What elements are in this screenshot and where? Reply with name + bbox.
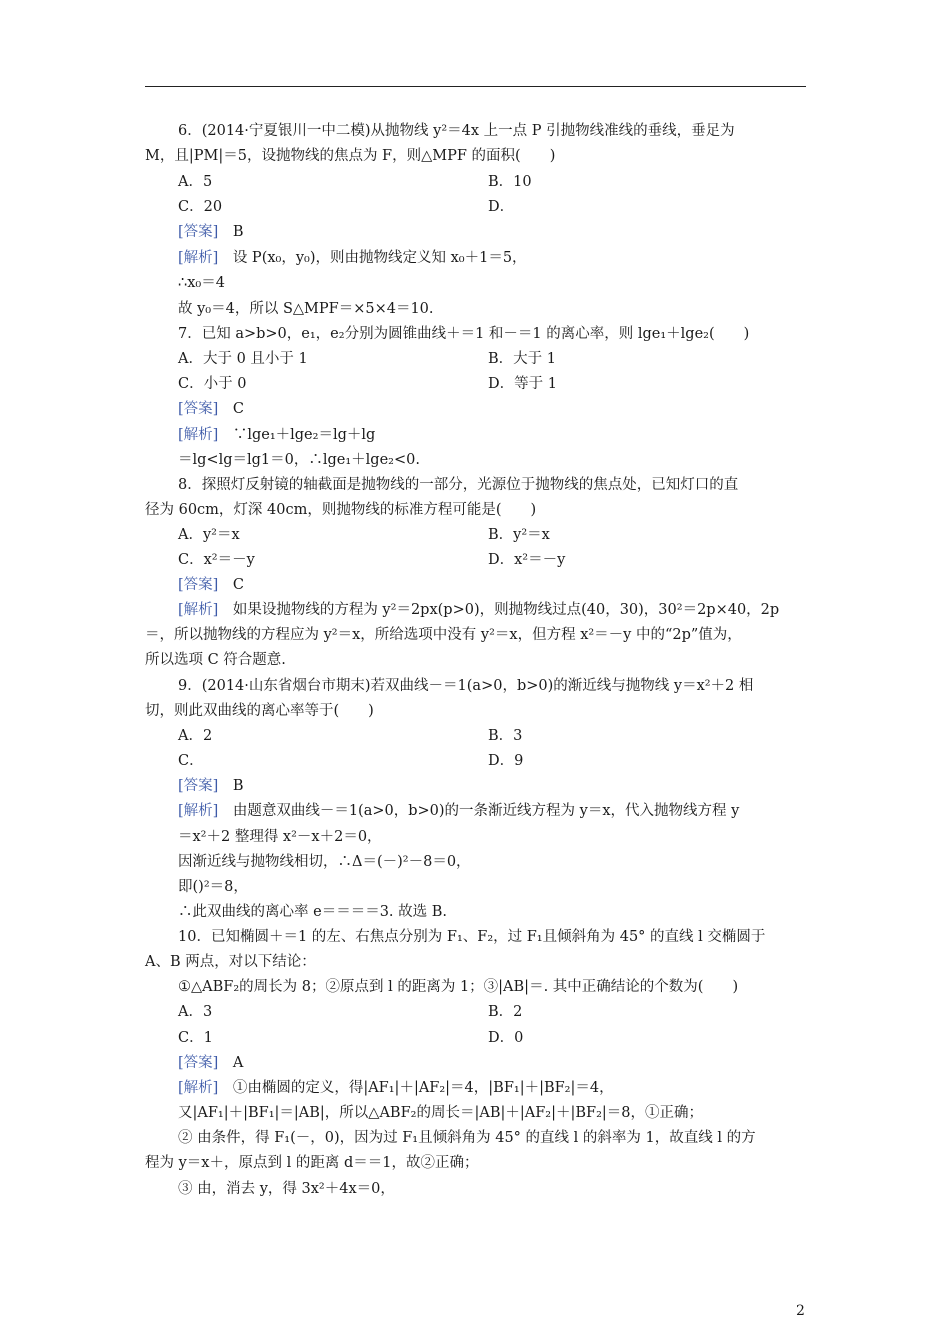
analysis-text: ∵lge₁＋lge₂＝lg＋lg bbox=[232, 427, 376, 443]
q10-analysis-line-5: ③ 由，消去 y，得 3x²＋4x＝0， bbox=[178, 1181, 395, 1197]
q10-option-b: B．2 bbox=[488, 1004, 523, 1020]
q8-option-d: D．x²＝－y bbox=[488, 552, 566, 568]
q6-stem-line-2: M，且|PM|＝5，设抛物线的焦点为 F，则△MPF 的面积( ) bbox=[145, 148, 556, 164]
q9-analysis-line-3: 因渐近线与抛物线相切，∴Δ＝(－)²－8＝0， bbox=[178, 854, 471, 870]
analysis-tag: [解析] bbox=[178, 1080, 219, 1096]
q6-option-c: C．20 bbox=[178, 199, 223, 215]
q6-option-a: A．5 bbox=[178, 174, 213, 190]
q7-analysis-line-1 bbox=[178, 425, 375, 445]
q6-analysis-line-2: ∴x₀＝4 bbox=[178, 275, 225, 291]
q9-option-d: D．9 bbox=[488, 753, 524, 769]
q10-option-d: D．0 bbox=[488, 1030, 524, 1046]
q10-answer bbox=[178, 1053, 243, 1073]
q7-stem-line-1: 7．已知 a>b>0，e₁，e₂分别为圆锥曲线＋＝1 和－＝1 的离心率，则 lge₁＋lge₂( ) bbox=[178, 326, 750, 342]
q7-option-c: C．小于 0 bbox=[178, 376, 247, 392]
analysis-tag: [解析] bbox=[178, 427, 219, 443]
q9-answer bbox=[178, 776, 243, 796]
q8-answer bbox=[178, 575, 244, 595]
analysis-text: 设 P(x₀，y₀)，则由抛物线定义知 x₀＋1＝5， bbox=[232, 250, 527, 266]
answer-tag: [答案] bbox=[178, 401, 219, 417]
q9-analysis-line-4: 即()²＝8， bbox=[178, 879, 248, 895]
q7-option-d: D．等于 1 bbox=[488, 376, 557, 392]
q6-option-b: B．10 bbox=[488, 174, 532, 190]
answer-value: C bbox=[232, 577, 244, 593]
q6-analysis-line-1 bbox=[178, 248, 527, 268]
q7-answer bbox=[178, 399, 244, 419]
q6-answer bbox=[178, 222, 243, 242]
q10-analysis-line-4: 程为 y＝x＋，原点到 l 的距离 d＝＝1，故②正确； bbox=[145, 1155, 479, 1171]
answer-value: B bbox=[232, 778, 244, 794]
header-rule bbox=[145, 86, 806, 87]
q7-analysis-line-2: ＝lg<lg＝lg1＝0，∴lge₁＋lge₂<0. bbox=[178, 452, 420, 468]
q9-option-b: B．3 bbox=[488, 728, 523, 744]
q8-stem-line-2: 径为 60cm，灯深 40cm，则抛物线的标准方程可能是( ) bbox=[145, 502, 537, 518]
q7-option-b: B．大于 1 bbox=[488, 351, 556, 367]
q6-option-d: D． bbox=[488, 199, 515, 215]
analysis-tag: [解析] bbox=[178, 803, 219, 819]
analysis-text: ①由椭圆的定义，得|AF₁|＋|AF₂|＝4，|BF₁|＋|BF₂|＝4， bbox=[232, 1080, 614, 1096]
q8-analysis-line-2: ＝，所以抛物线的方程应为 y²＝x，所给选项中没有 y²＝x，但方程 x²＝－y 中的“2p”值为， bbox=[145, 627, 742, 643]
q6-analysis-line-3: 故 y₀＝4，所以 S△MPF＝×5×4＝10. bbox=[178, 301, 434, 317]
q9-analysis-line-2: ＝x²＋2 整理得 x²－x＋2＝0， bbox=[178, 829, 382, 845]
q9-stem-line-1: 9．(2014·山东省烟台市期末)若双曲线－＝1(a>0，b>0)的渐近线与抛物线 y＝x²＋2 相 bbox=[178, 678, 754, 694]
q10-option-a: A．3 bbox=[178, 1004, 213, 1020]
answer-tag: [答案] bbox=[178, 224, 219, 240]
q10-option-c: C．1 bbox=[178, 1030, 213, 1046]
q10-analysis-line-1 bbox=[178, 1078, 614, 1098]
q8-analysis-line-1 bbox=[178, 600, 779, 620]
q8-option-a: A．y²＝x bbox=[178, 527, 240, 543]
q9-option-c: C． bbox=[178, 753, 204, 769]
answer-value: B bbox=[232, 224, 244, 240]
answer-tag: [答案] bbox=[178, 1055, 219, 1071]
q8-analysis-line-3: 所以选项 C 符合题意. bbox=[145, 652, 286, 668]
q10-stem-line-3: ①△ABF₂的周长为 8；②原点到 l 的距离为 1；③|AB|＝. 其中正确结论的个数为( ) bbox=[178, 979, 739, 995]
q9-option-a: A．2 bbox=[178, 728, 213, 744]
analysis-tag: [解析] bbox=[178, 602, 219, 618]
q10-stem-line-1: 10．已知椭圆＋＝1 的左、右焦点分别为 F₁、F₂，过 F₁且倾斜角为 45° 的直线 l 交椭圆于 bbox=[178, 929, 766, 945]
q8-option-b: B．y²＝x bbox=[488, 527, 550, 543]
q9-analysis-line-1 bbox=[178, 801, 739, 821]
q8-option-c: C．x²＝－y bbox=[178, 552, 255, 568]
q10-analysis-line-2: 又|AF₁|＋|BF₁|＝|AB|，所以△ABF₂的周长＝|AB|＋|AF₂|＋|BF₂|＝8，①正确； bbox=[178, 1105, 704, 1121]
answer-tag: [答案] bbox=[178, 778, 219, 794]
q9-stem-line-2: 切，则此双曲线的离心率等于( ) bbox=[145, 703, 374, 719]
q7-option-a: A．大于 0 且小于 1 bbox=[178, 351, 308, 367]
answer-value: C bbox=[232, 401, 244, 417]
q8-stem-line-1: 8．探照灯反射镜的轴截面是抛物线的一部分，光源位于抛物线的焦点处，已知灯口的直 bbox=[178, 477, 739, 493]
answer-tag: [答案] bbox=[178, 577, 219, 593]
analysis-text: 如果设抛物线的方程为 y²＝2px(p>0)，则抛物线过点(40，30)，30²＝2p×40，2p bbox=[232, 602, 780, 618]
q10-stem-line-2: A、B 两点，对以下结论： bbox=[145, 954, 316, 970]
q10-analysis-line-3: ② 由条件，得 F₁(－，0)，因为过 F₁且倾斜角为 45° 的直线 l 的斜率为 1，故直线 l 的方 bbox=[178, 1130, 756, 1146]
q9-analysis-line-5: ∴此双曲线的离心率 e＝＝＝＝3. 故选 B. bbox=[178, 904, 448, 920]
answer-value: A bbox=[232, 1055, 244, 1071]
analysis-tag: [解析] bbox=[178, 250, 219, 266]
q6-stem-line-1: 6．(2014·宁夏银川一中二模)从抛物线 y²＝4x 上一点 P 引抛物线准线的垂线，垂足为 bbox=[178, 123, 735, 139]
analysis-text: 由题意双曲线－＝1(a>0，b>0)的一条渐近线方程为 y＝x，代入抛物线方程 y bbox=[232, 803, 740, 819]
page-number: 2 bbox=[796, 1303, 805, 1319]
